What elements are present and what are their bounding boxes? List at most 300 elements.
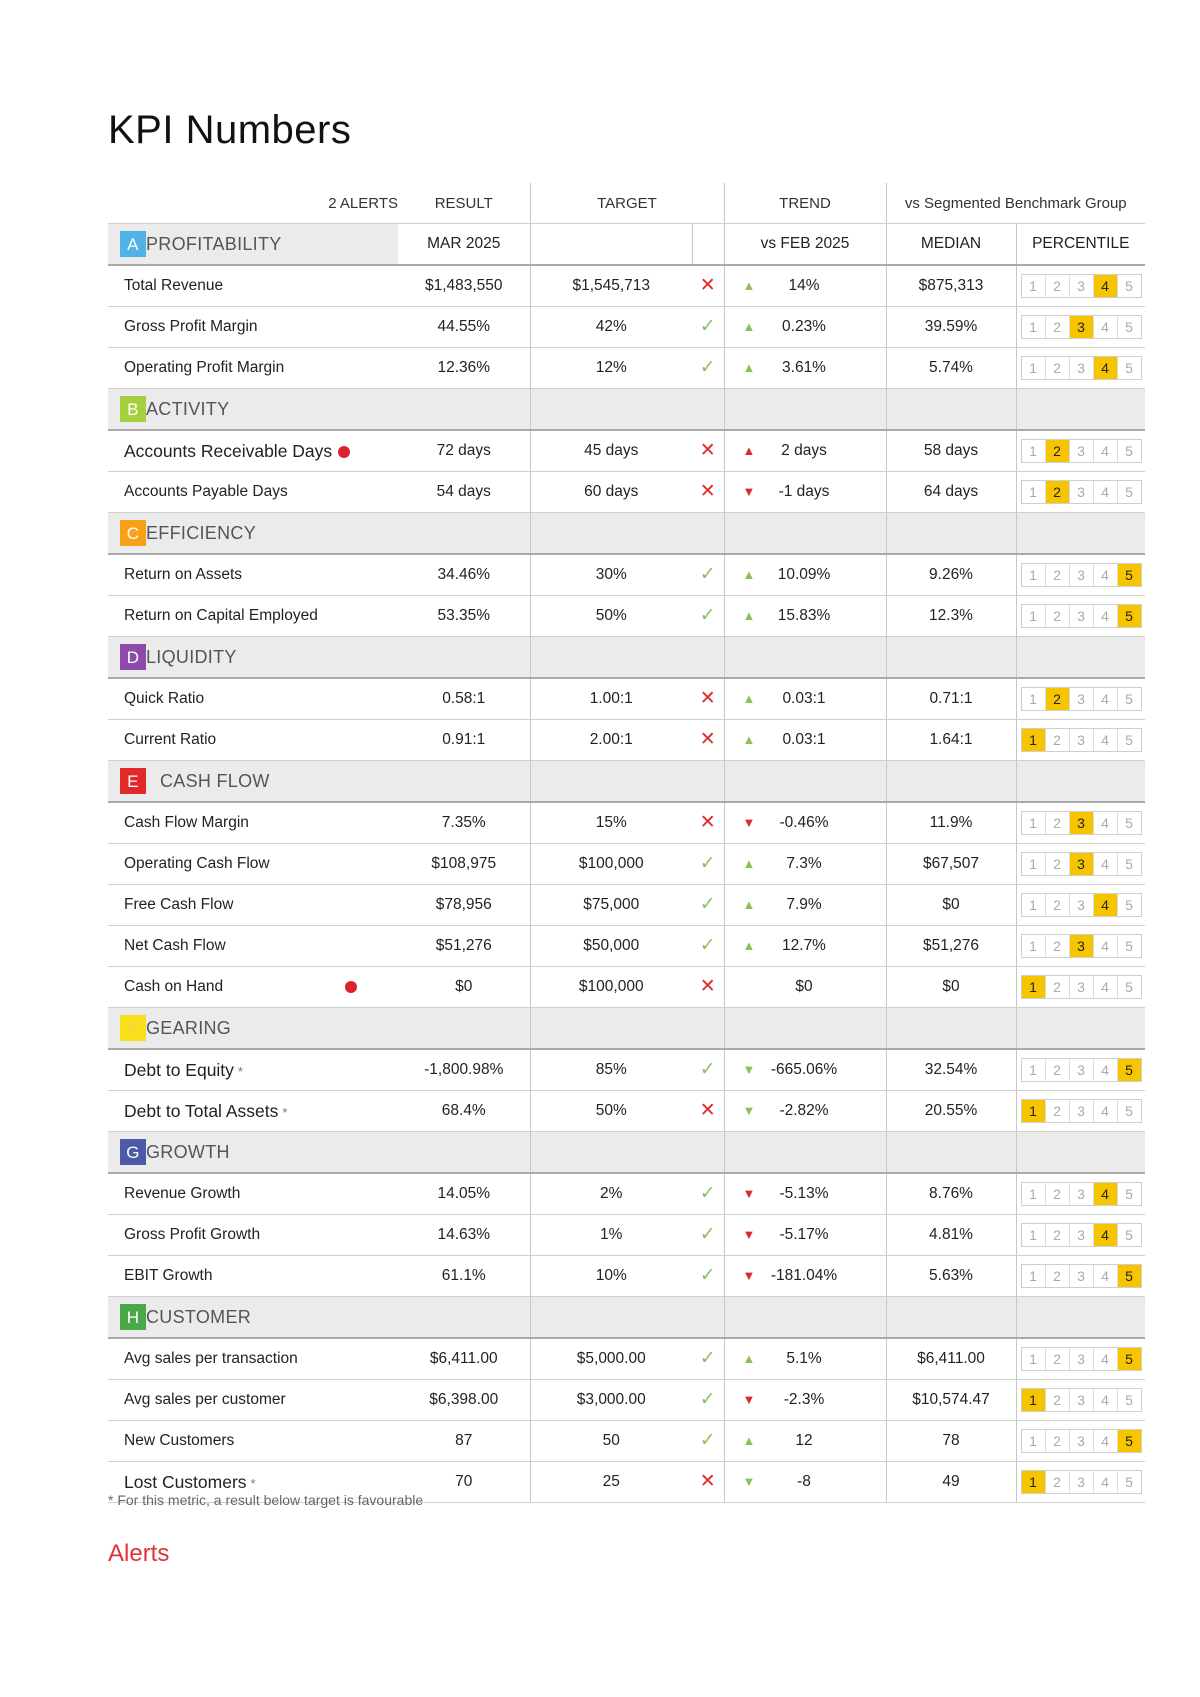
percentile-box: 2	[1045, 1183, 1069, 1205]
kpi-row[interactable]	[108, 1421, 1145, 1462]
trend-value: 14%	[788, 277, 820, 294]
trend-cell	[724, 554, 886, 596]
percentile-scale	[1021, 687, 1142, 711]
section-title: PROFITABILITY	[146, 233, 282, 254]
percentile-box: 1	[1022, 1100, 1045, 1122]
metric-name	[108, 1049, 398, 1091]
median-value: 11.9%	[886, 802, 1016, 844]
median-value: 9.26%	[886, 554, 1016, 596]
percentile-cell	[1016, 348, 1145, 389]
percentile-cell	[1016, 967, 1145, 1008]
kpi-row[interactable]	[108, 926, 1145, 967]
percentile-box: 3	[1069, 688, 1093, 710]
metric-name	[108, 472, 398, 513]
target-value: $3,000.00	[530, 1380, 692, 1421]
metric-label: Quick Ratio	[124, 690, 205, 707]
percentile-box: 5	[1117, 564, 1141, 586]
percentile-box: 1	[1022, 1389, 1045, 1411]
target-value: 50%	[530, 596, 692, 637]
median-value: 39.59%	[886, 307, 1016, 348]
median-value: 0.71:1	[886, 678, 1016, 720]
result-value: 14.05%	[398, 1173, 530, 1215]
median-value: 58 days	[886, 430, 1016, 472]
percentile-scale	[1021, 934, 1142, 958]
trend-cell	[724, 1173, 886, 1215]
percentile-box: 4	[1093, 564, 1117, 586]
target-value: 25	[530, 1462, 692, 1503]
percentile-box: 4	[1093, 688, 1117, 710]
met-check-icon	[692, 1256, 724, 1297]
percentile-box: 3	[1069, 894, 1093, 916]
check-icon: ✓	[699, 357, 716, 378]
section-title: CUSTOMER	[146, 1306, 252, 1327]
section-letter-badge: B	[120, 396, 146, 422]
percentile-scale	[1021, 274, 1142, 298]
percentile-box: 1	[1029, 856, 1037, 872]
metric-label: Net Cash Flow	[124, 937, 226, 954]
percentile-box: 1	[1029, 1268, 1037, 1284]
target-value: 2.00:1	[530, 720, 692, 761]
percentile-scale	[1021, 811, 1142, 835]
percentile-cell	[1016, 596, 1145, 637]
section-title: GROWTH	[146, 1141, 230, 1162]
percentile-box: 1	[1029, 1433, 1037, 1449]
percentile-box: 2	[1045, 1265, 1069, 1287]
percentile-box: 3	[1069, 316, 1093, 338]
metric-label: Cash on Hand	[124, 978, 224, 995]
percentile-scale	[1021, 1058, 1142, 1082]
result-value: 87	[398, 1421, 530, 1462]
check-icon: ✓	[699, 1224, 716, 1245]
alerts-count[interactable]: 2 ALERTS	[108, 183, 398, 224]
check-icon: ✓	[699, 1348, 716, 1369]
percentile-box: 2	[1045, 440, 1069, 462]
target-value: $75,000	[530, 885, 692, 926]
percentile-box: 3	[1069, 357, 1093, 379]
percentile-scale	[1021, 1388, 1142, 1412]
check-icon: ✓	[699, 1265, 716, 1286]
kpi-row[interactable]	[108, 307, 1145, 348]
percentile-box: 5	[1117, 688, 1141, 710]
trend-cell	[724, 844, 886, 885]
trend-up-icon: ▲	[742, 938, 756, 953]
percentile-box: 4	[1093, 605, 1117, 627]
percentile-scale	[1021, 728, 1142, 752]
trend-cell	[724, 967, 886, 1008]
percentile-box: 3	[1069, 1471, 1093, 1493]
median-value: 4.81%	[886, 1215, 1016, 1256]
percentile-box: 5	[1117, 1265, 1141, 1287]
percentile-scale	[1021, 1223, 1142, 1247]
miss-cross-icon	[692, 802, 724, 844]
section-letter-badge: G	[120, 1139, 146, 1165]
percentile-box: 2	[1045, 1059, 1069, 1081]
result-value: 34.46%	[398, 554, 530, 596]
percentile-scale	[1021, 1099, 1142, 1123]
percentile-scale	[1021, 563, 1142, 587]
trend-value: -8	[797, 1473, 811, 1490]
trend-value: -0.46%	[779, 814, 829, 831]
kpi-table	[108, 183, 1145, 1503]
trend-cell	[724, 430, 886, 472]
percentile-box: 2	[1045, 1430, 1069, 1452]
percentile-box: 4	[1093, 853, 1117, 875]
result-value: $0	[398, 967, 530, 1008]
metric-name	[108, 678, 398, 720]
alert-dot-icon[interactable]	[345, 981, 357, 993]
kpi-row[interactable]	[108, 430, 1145, 472]
kpi-row[interactable]	[108, 348, 1145, 389]
trend-header: TREND	[724, 183, 886, 224]
percentile-box: 1	[1022, 1471, 1045, 1493]
percentile-scale	[1021, 604, 1142, 628]
percentile-box: 3	[1069, 1265, 1093, 1287]
result-value: 54 days	[398, 472, 530, 513]
trend-value: 0.03:1	[782, 731, 826, 748]
percentile-box: 1	[1022, 729, 1045, 751]
percentile-box: 4	[1093, 1100, 1117, 1122]
result-value: 61.1%	[398, 1256, 530, 1297]
percentile-box: 2	[1045, 1224, 1069, 1246]
percentile-box: 1	[1029, 278, 1037, 294]
median-value: $67,507	[886, 844, 1016, 885]
percentile-box: 4	[1093, 812, 1117, 834]
metric-label: Free Cash Flow	[124, 896, 234, 913]
met-check-icon	[692, 1380, 724, 1421]
percentile-box: 5	[1117, 729, 1141, 751]
trend-up-icon: ▲	[742, 278, 756, 293]
kpi-row[interactable]	[108, 802, 1145, 844]
percentile-scale	[1021, 893, 1142, 917]
result-value: 12.36%	[398, 348, 530, 389]
miss-cross-icon	[692, 1462, 724, 1503]
trend-value: 0.03:1	[782, 690, 826, 707]
percentile-box: 4	[1093, 481, 1117, 503]
alerts-title: Alerts	[108, 1540, 170, 1567]
median-value: $10,574.47	[886, 1380, 1016, 1421]
cross-icon: ✕	[699, 1471, 716, 1492]
trend-cell	[724, 307, 886, 348]
cross-icon: ✕	[699, 275, 716, 296]
metric-name	[108, 844, 398, 885]
trend-up-icon: ▲	[742, 897, 756, 912]
trend-value: 5.1%	[786, 1350, 822, 1367]
section-label	[108, 396, 229, 422]
metric-label: Lost Customers	[124, 1471, 247, 1492]
percentile-box: 1	[1029, 1351, 1037, 1367]
kpi-row[interactable]	[108, 1338, 1145, 1380]
section-label	[108, 1015, 231, 1041]
percentile-cell	[1016, 885, 1145, 926]
result-value: $78,956	[398, 885, 530, 926]
trend-value: -1 days	[778, 483, 830, 500]
met-check-icon	[692, 596, 724, 637]
trend-value: 7.3%	[786, 855, 822, 872]
metric-name	[108, 1173, 398, 1215]
kpi-row[interactable]	[108, 265, 1145, 307]
percentile-scale	[1021, 480, 1142, 504]
percentile-box: 5	[1117, 357, 1141, 379]
percentile-box: 5	[1117, 894, 1141, 916]
miss-cross-icon	[692, 678, 724, 720]
result-value: $108,975	[398, 844, 530, 885]
cross-icon: ✕	[699, 688, 716, 709]
percentile-box: 5	[1117, 440, 1141, 462]
percentile-cell	[1016, 1338, 1145, 1380]
section-title: CASH FLOW	[160, 770, 270, 791]
percentile-box: 2	[1045, 357, 1069, 379]
target-value: 50%	[530, 1091, 692, 1132]
target-value: 30%	[530, 554, 692, 596]
kpi-row[interactable]	[108, 1215, 1145, 1256]
percentile-box: 2	[1045, 275, 1069, 297]
trend-value: 3.61%	[782, 359, 826, 376]
percentile-box: 4	[1093, 1430, 1117, 1452]
percentile-cell	[1016, 1173, 1145, 1215]
percentile-box: 1	[1029, 443, 1037, 459]
percentile-box: 1	[1029, 1062, 1037, 1078]
metric-label: Operating Cash Flow	[124, 855, 270, 872]
section-label	[108, 768, 270, 794]
alert-dot-icon[interactable]	[338, 446, 350, 458]
section-label	[108, 1304, 251, 1330]
trend-up-icon: ▲	[742, 1433, 756, 1448]
kpi-row[interactable]	[108, 1173, 1145, 1215]
section-header	[108, 389, 1145, 431]
trend-value: 2 days	[781, 442, 827, 459]
section-label	[108, 231, 282, 257]
percentile-box: 2	[1045, 316, 1069, 338]
median-value: 64 days	[886, 472, 1016, 513]
percentile-scale	[1021, 1470, 1142, 1494]
result-value: $51,276	[398, 926, 530, 967]
percentile-box: 1	[1022, 976, 1045, 998]
percentile-box: 1	[1029, 360, 1037, 376]
met-check-icon	[692, 348, 724, 389]
percentile-box: 2	[1045, 1471, 1069, 1493]
percentile-box: 5	[1117, 605, 1141, 627]
metric-label: Accounts Receivable Days	[124, 440, 333, 461]
check-icon: ✓	[699, 1430, 716, 1451]
met-check-icon	[692, 307, 724, 348]
trend-cell	[724, 348, 886, 389]
percentile-box: 1	[1029, 484, 1037, 500]
percentile-box: 2	[1045, 1348, 1069, 1370]
target-value: $100,000	[530, 967, 692, 1008]
met-check-icon	[692, 1049, 724, 1091]
percentile-box: 5	[1117, 812, 1141, 834]
kpi-row[interactable]	[108, 967, 1145, 1008]
percentile-box: 3	[1069, 1183, 1093, 1205]
trend-cell	[724, 678, 886, 720]
section-title: GEARING	[146, 1017, 232, 1038]
median-header: MEDIAN	[886, 224, 1016, 266]
metric-label: Gross Profit Growth	[124, 1226, 261, 1243]
trend-down-icon: ▼	[742, 484, 756, 499]
percentile-box: 4	[1093, 1265, 1117, 1287]
cross-icon: ✕	[699, 976, 716, 997]
percentile-box: 4	[1093, 1348, 1117, 1370]
percentile-box: 2	[1045, 894, 1069, 916]
trend-up-icon: ▲	[742, 319, 756, 334]
footnote: * For this metric, a result below target is favourable	[108, 1492, 424, 1508]
metric-label: Revenue Growth	[124, 1185, 241, 1202]
metric-label: Total Revenue	[124, 277, 224, 294]
favourable-below-marker: *	[237, 1063, 243, 1079]
percentile-box: 3	[1069, 481, 1093, 503]
percentile-box: 2	[1045, 853, 1069, 875]
metric-name	[108, 554, 398, 596]
trend-down-icon: ▼	[742, 1392, 756, 1407]
section-letter-badge: A	[120, 231, 146, 257]
metric-name	[108, 1380, 398, 1421]
header-row	[108, 183, 1145, 224]
section-header	[108, 637, 1145, 679]
trend-value: -5.17%	[779, 1226, 829, 1243]
kpi-row[interactable]	[108, 720, 1145, 761]
percentile-cell	[1016, 265, 1145, 307]
section-letter-badge: H	[120, 1304, 146, 1330]
cross-icon: ✕	[699, 1100, 716, 1121]
target-value: 15%	[530, 802, 692, 844]
percentile-box: 3	[1069, 440, 1093, 462]
result-header: RESULT	[398, 183, 530, 224]
miss-cross-icon	[692, 430, 724, 472]
result-value: 53.35%	[398, 596, 530, 637]
metric-label: EBIT Growth	[124, 1267, 213, 1284]
section-header	[108, 1297, 1145, 1339]
trend-up-icon: ▲	[742, 608, 756, 623]
miss-cross-icon	[692, 265, 724, 307]
percentile-box: 1	[1029, 1227, 1037, 1243]
percentile-scale	[1021, 356, 1142, 380]
result-value: 44.55%	[398, 307, 530, 348]
period-label: MAR 2025	[398, 224, 530, 266]
trend-cell	[724, 1338, 886, 1380]
percentile-box: 3	[1069, 1059, 1093, 1081]
result-value: -1,800.98%	[398, 1049, 530, 1091]
check-icon: ✓	[699, 1059, 716, 1080]
kpi-row[interactable]	[108, 1049, 1145, 1091]
metric-label: Cash Flow Margin	[124, 814, 249, 831]
median-value: 49	[886, 1462, 1016, 1503]
metric-name	[108, 802, 398, 844]
section-header	[108, 1008, 1145, 1050]
percentile-cell	[1016, 1380, 1145, 1421]
median-value: $51,276	[886, 926, 1016, 967]
metric-name	[108, 307, 398, 348]
trend-value: -181.04%	[770, 1267, 838, 1284]
check-icon: ✓	[699, 1389, 716, 1410]
trend-up-icon: ▲	[742, 1351, 756, 1366]
trend-up-icon: ▲	[742, 360, 756, 375]
kpi-row[interactable]	[108, 1256, 1145, 1297]
kpi-row[interactable]	[108, 885, 1145, 926]
section-header	[108, 513, 1145, 555]
percentile-cell	[1016, 430, 1145, 472]
met-check-icon	[692, 885, 724, 926]
trend-up-icon: ▲	[742, 691, 756, 706]
section-title: ACTIVITY	[146, 398, 230, 419]
percentile-cell	[1016, 844, 1145, 885]
percentile-box: 4	[1093, 316, 1117, 338]
metric-label: Return on Assets	[124, 566, 243, 583]
target-value: $1,545,713	[530, 265, 692, 307]
percentile-box: 4	[1093, 357, 1117, 379]
percentile-box: 2	[1045, 812, 1069, 834]
metric-name	[108, 926, 398, 967]
kpi-row[interactable]	[108, 596, 1145, 637]
median-value: $0	[886, 967, 1016, 1008]
met-check-icon	[692, 844, 724, 885]
percentile-box: 4	[1093, 976, 1117, 998]
kpi-row[interactable]	[108, 1091, 1145, 1132]
result-value: $6,411.00	[398, 1338, 530, 1380]
trend-cell	[724, 1462, 886, 1503]
kpi-row[interactable]	[108, 1380, 1145, 1421]
trend-value: 12.7%	[782, 937, 826, 954]
section-title: EFFICIENCY	[146, 522, 257, 543]
percentile-cell	[1016, 1421, 1145, 1462]
metric-name	[108, 1091, 398, 1132]
percentile-box: 3	[1069, 812, 1093, 834]
median-value: 20.55%	[886, 1091, 1016, 1132]
percentile-box: 1	[1029, 897, 1037, 913]
percentile-box: 3	[1069, 1348, 1093, 1370]
kpi-row[interactable]	[108, 844, 1145, 885]
trend-value: $0	[795, 978, 813, 995]
metric-name	[108, 348, 398, 389]
section-letter-badge: D	[120, 644, 146, 670]
trend-up-icon: ▲	[742, 443, 756, 458]
percentile-box: 5	[1117, 935, 1141, 957]
trend-cell	[724, 926, 886, 967]
target-value: 2%	[530, 1173, 692, 1215]
percentile-box: 5	[1117, 1430, 1141, 1452]
kpi-row[interactable]	[108, 678, 1145, 720]
trend-cell	[724, 1380, 886, 1421]
metric-label: Return on Capital Employed	[124, 607, 318, 624]
metric-label: Avg sales per transaction	[124, 1350, 298, 1367]
percentile-box: 1	[1029, 815, 1037, 831]
target-value: 12%	[530, 348, 692, 389]
trend-down-icon: ▼	[742, 1186, 756, 1201]
percentile-box: 3	[1069, 976, 1093, 998]
target-value: 45 days	[530, 430, 692, 472]
percentile-cell	[1016, 720, 1145, 761]
result-value: 0.58:1	[398, 678, 530, 720]
percentile-box: 2	[1045, 729, 1069, 751]
percentile-box: 1	[1029, 319, 1037, 335]
miss-cross-icon	[692, 720, 724, 761]
median-value: $875,313	[886, 265, 1016, 307]
target-value: 1%	[530, 1215, 692, 1256]
percentile-box: 1	[1029, 691, 1037, 707]
metric-label: Gross Profit Margin	[124, 318, 258, 335]
metric-label: Avg sales per customer	[124, 1391, 286, 1408]
target-value: 10%	[530, 1256, 692, 1297]
section-letter-badge: C	[120, 520, 146, 546]
kpi-row[interactable]	[108, 554, 1145, 596]
kpi-row[interactable]	[108, 472, 1145, 513]
percentile-box: 5	[1117, 1100, 1141, 1122]
percentile-box: 2	[1045, 688, 1069, 710]
median-value: 8.76%	[886, 1173, 1016, 1215]
met-check-icon	[692, 1173, 724, 1215]
section-header	[108, 761, 1145, 803]
percentile-cell	[1016, 1256, 1145, 1297]
section-header	[108, 1132, 1145, 1174]
